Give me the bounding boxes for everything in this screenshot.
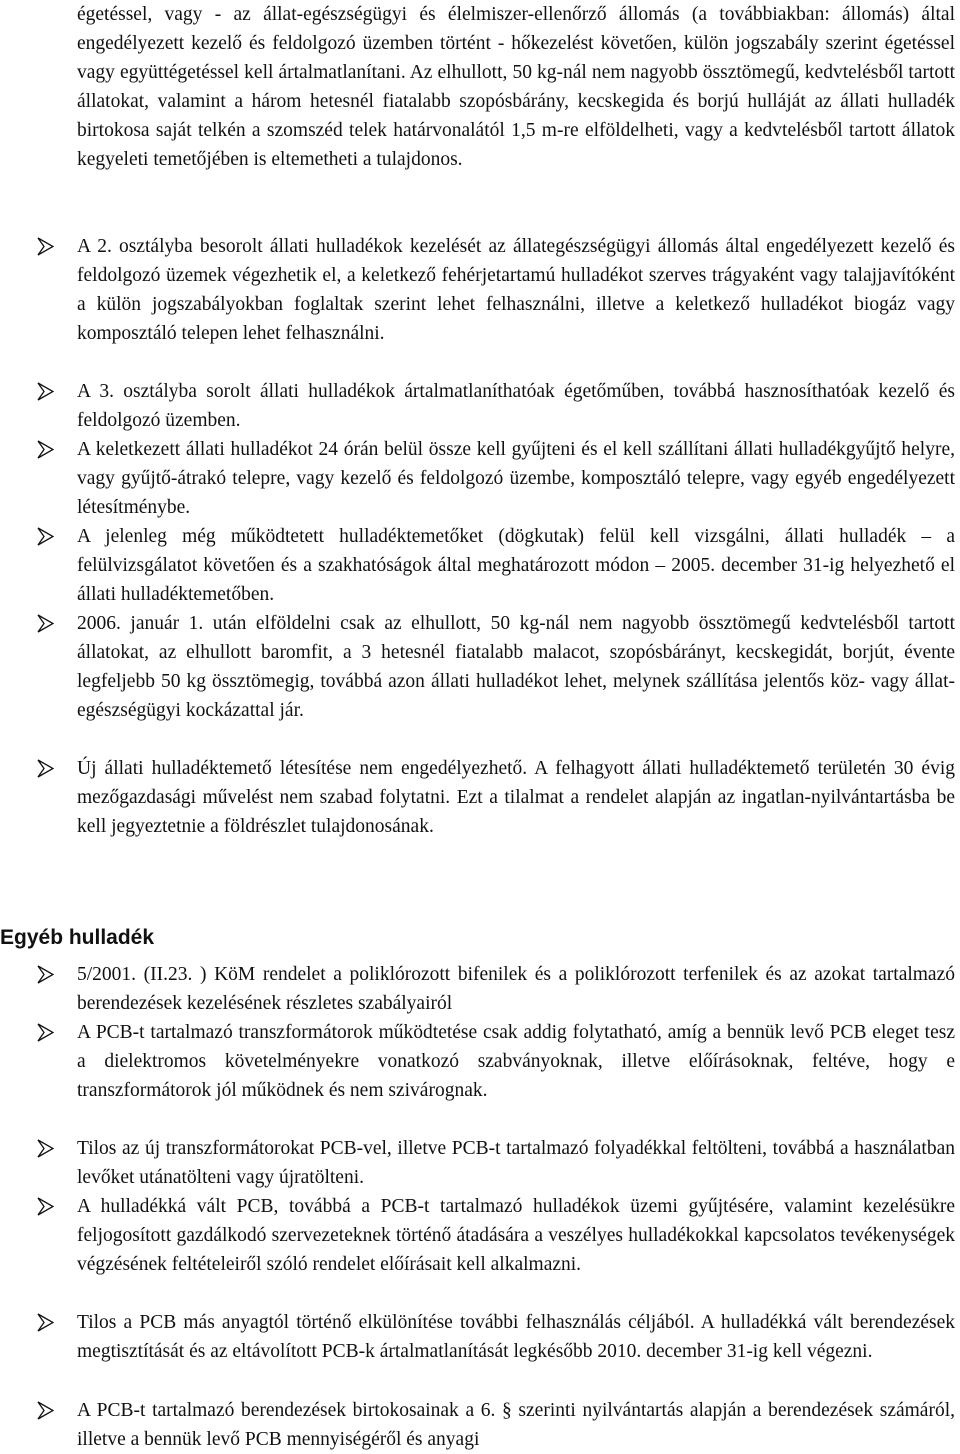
arrowhead-bullet-icon: [37, 527, 54, 546]
section-title: Egyéb hulladék: [0, 926, 155, 949]
arrowhead-bullet-icon: [37, 237, 54, 256]
arrowhead-bullet-icon: [37, 965, 54, 984]
arrowhead-bullet-icon: [37, 1023, 54, 1042]
arrowhead-bullet-icon: [37, 1197, 54, 1216]
arrowhead-bullet-icon: [37, 440, 54, 459]
bullet-text: 5/2001. (II.23. ) KöM rendelet a poliklórozott bifenilek és a poliklórozott terfenilek és az azokat tartalmazó berendezések kezelésének részletes szabályairól: [77, 964, 955, 1014]
bullet-text: A 3. osztályba sorolt állati hulladékok ártalmatlaníthatóak égetőműben, továbbá hasznosíthatóak kezelő és feldolgozó üzemben.: [77, 381, 955, 431]
bullet-text: A 2. osztályba besorolt állati hulladékok kezelését az állategészségügyi állomás által engedélyezett kezelő és feldolgozó üzemek végezhetik el, a keletkező fehérjetartamú hulladékot szerves trágyaként vagy talajjavítóként a külön jogszabályokban foglaltak szerint lehet felhasználni, illetve a keletkező hulladékot biogáz vagy komposztáló telepen lehet felhasználni.: [77, 236, 955, 344]
bullet-text: Tilos az új transzformátorokat PCB-vel, illetve PCB-t tartalmazó folyadékkal feltölteni, továbbá a használatban levőket utánatölteni vagy újratölteni.: [77, 1138, 955, 1188]
bullet-text: Tilos a PCB más anyagtól történő elkülönítése további felhasználás céljából. A hulladékká vált berendezések megtisztítását és az eltávolított PCB-k ártalmatlanítását legkésőbb 2010. december 31-ig kell végezni.: [77, 1312, 955, 1362]
bullet-text: A PCB-t tartalmazó transzformátorok működtetése csak addig folytatható, amíg a bennük levő PCB eleget tesz a dielektromos követelményekre vonatkozó szabványoknak, illetve előírásoknak, feltéve, hogy e transzformátorok jól működnek és nem szivárognak.: [77, 1022, 955, 1101]
bullet-text: Új állati hulladéktemető létesítése nem engedélyezhető. A felhagyott állati hulladéktemető területén 30 évig mezőgazdasági művelést nem szabad folytatni. Ezt a tilalmat a rendelet alapján az ingatlan-nyilvántartásba be kell jegyeztetnie a földrészlet tulajdonosának.: [77, 758, 955, 837]
arrowhead-bullet-icon: [37, 382, 54, 401]
arrowhead-bullet-icon: [37, 1313, 54, 1332]
bullet-text: A hulladékká vált PCB, továbbá a PCB-t tartalmazó hulladékok üzemi gyűjtésére, valamint kezelésükre feljogosított gazdálkodó szervezeteknek történő átadására a veszélyes hulladékokkal kapcsolatos tevékenységek végzésének feltételeiről szóló rendelet előírásait kell alkalmazni.: [77, 1196, 955, 1275]
continuation-paragraph: égetéssel, vagy - az állat-egészségügyi és élelmiszer-ellenőrző állomás (a továbbiakban: állomás) által engedélyezett kezelő és feldolgozó üzemben történt - hőkezelést követően, külön jogszabály szerint égetéssel vagy együttégetéssel kell ártalmatlanítani. Az elhullott, 50 kg-nál nem nagyobb össztömegű, kedvtelésből tartott állatokat, valamint a három hetesnél fiatalabb szopósbárány, kecskegida és borjú hulláját az állati hulladék birtokosa saját telkén a szomszéd telek határvonalától 1,5 m-re elföldelheti, vagy a kedvtelésből tartott állatok kegyeleti temetőjében is eltemetheti a tulajdonos.: [77, 4, 955, 170]
arrowhead-bullet-icon: [37, 759, 54, 778]
arrowhead-bullet-icon: [37, 1139, 54, 1158]
bullet-text: A keletkezett állati hulladékot 24 órán belül össze kell gyűjteni és el kell szállítani állati hulladékgyűjtő helyre, vagy gyűjtő-átrakó telepre, vagy kezelő és feldolgozó üzembe, komposztáló telepre, vagy egyéb engedélyezett létesítménybe.: [77, 439, 955, 518]
arrowhead-bullet-icon: [37, 1401, 54, 1420]
bullet-text: 2006. január 1. után elföldelni csak az elhullott, 50 kg-nál nem nagyobb össztömegű kedvtelésből tartott állatokat, az elhullott baromfit, a 3 hetesnél fiatalabb malacot, szopósbárányt, kecskegidát, borjút, évente legfeljebb 50 kg össztömegig, továbbá azon állati hulladékot lehet, melynek szállítása jelentős köz- vagy állat-egészségügyi kockázattal jár.: [77, 613, 955, 721]
arrowhead-bullet-icon: [37, 614, 54, 633]
bullet-text: A jelenleg még működtetett hulladéktemetőket (dögkutak) felül kell vizsgálni, állati hulladék – a felülvizsgálatot követően és a szakhatóságok által meghatározott módon – 2005. december 31-ig helyezhető el állati hulladéktemetőben.: [77, 526, 955, 605]
bullet-text: A PCB-t tartalmazó berendezések birtokosainak a 6. § szerinti nyilvántartás alapján a berendezések számáról, illetve a bennük levő PCB mennyiségéről és anyagi: [77, 1400, 955, 1450]
